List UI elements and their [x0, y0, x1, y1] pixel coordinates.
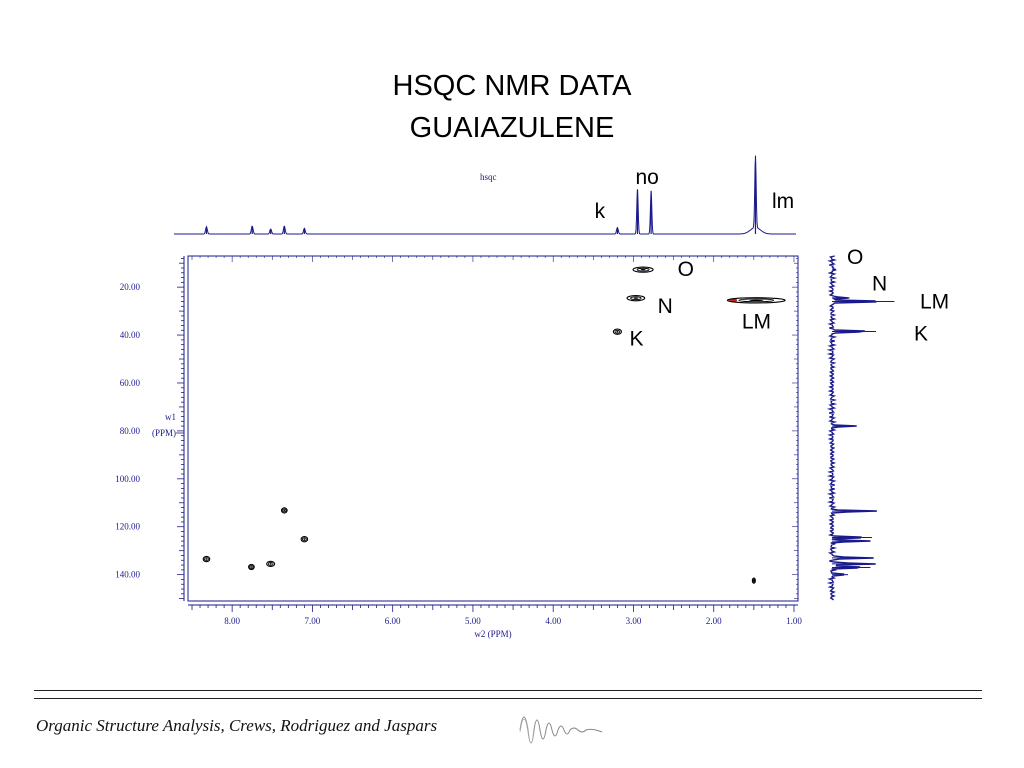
x-tick-label: 5.00: [465, 616, 481, 626]
slide-title-line-2: GUAIAZULENE: [409, 112, 615, 144]
crosspeak-core: [251, 566, 252, 567]
crosspeak: [267, 561, 275, 566]
proton-trace: [174, 156, 796, 234]
crosspeak: [633, 267, 653, 272]
crosspeak: [249, 564, 255, 569]
right-annotation: O: [847, 246, 864, 269]
crosspeak: [627, 296, 645, 301]
y-tick-label: 60.00: [119, 377, 140, 388]
crosspeak-core: [616, 331, 618, 332]
crosspeak: [727, 298, 785, 303]
carbon-trace: [829, 256, 877, 600]
crosspeak-core: [304, 538, 306, 539]
crosspeak: [613, 329, 621, 334]
carbon-1d-spectrum: [829, 256, 894, 600]
top-annotation: k: [594, 200, 606, 223]
right-annotation: LM: [920, 290, 950, 314]
x-tick-label: 3.00: [625, 616, 642, 626]
plot-annotation: K: [629, 327, 644, 351]
x-tick-label: 8.00: [224, 616, 241, 626]
crosspeak-core: [634, 297, 638, 298]
crosspeak-core: [270, 563, 272, 564]
plot-annotation: O: [677, 257, 694, 281]
y-axis-title-line-1: w1: [165, 412, 176, 422]
top-annotation: lm: [771, 190, 795, 213]
crosspeak: [203, 556, 209, 561]
crosspeak: [282, 508, 288, 513]
footer-divider-top: [34, 690, 982, 691]
annotations: [595, 166, 950, 350]
crosspeak: [301, 537, 307, 542]
top-annotation: no: [635, 166, 659, 189]
crosspeaks: [203, 267, 785, 583]
fid-wave-logo: [518, 700, 608, 758]
plot-annotation: N: [657, 295, 673, 319]
crosspeak-core: [749, 300, 763, 301]
x-tick-label: 4.00: [545, 616, 562, 626]
footer-citation: Organic Structure Analysis, Crews, Rodriguez and Jaspars: [36, 716, 438, 735]
y-tick-label: 40.00: [119, 330, 140, 341]
x-axis: [188, 256, 802, 626]
crosspeak: [752, 578, 755, 583]
right-annotation: N: [872, 272, 888, 296]
y-tick-label: 100.00: [115, 473, 140, 484]
y-tick-label: 80.00: [119, 425, 140, 436]
y-axis-title-line-2: (PPM): [151, 428, 176, 438]
plot-annotation: LM: [741, 310, 772, 334]
plot-frame: [188, 256, 798, 601]
y-tick-label: 20.00: [119, 282, 140, 293]
crosspeak-core: [284, 510, 285, 511]
crosspeak-core: [641, 269, 646, 270]
crosspeak-core: [753, 580, 754, 581]
footer-divider-bottom: [34, 698, 982, 699]
y-axis: [115, 256, 798, 601]
x-tick-label: 6.00: [384, 616, 401, 626]
spectrum-label: hsqc: [480, 172, 497, 182]
x-tick-label: 7.00: [304, 616, 321, 626]
proton-1d-spectrum: [174, 156, 796, 234]
x-axis-title: w2 (PPM): [474, 629, 512, 639]
y-tick-label: 140.00: [115, 569, 140, 580]
y-tick-label: 120.00: [115, 521, 140, 532]
crosspeak-core: [206, 558, 208, 559]
slide-title-line-1: HSQC NMR DATA: [392, 70, 632, 102]
right-annotation: K: [914, 322, 929, 346]
x-tick-label: 1.00: [786, 616, 802, 626]
x-tick-label: 2.00: [705, 616, 722, 626]
